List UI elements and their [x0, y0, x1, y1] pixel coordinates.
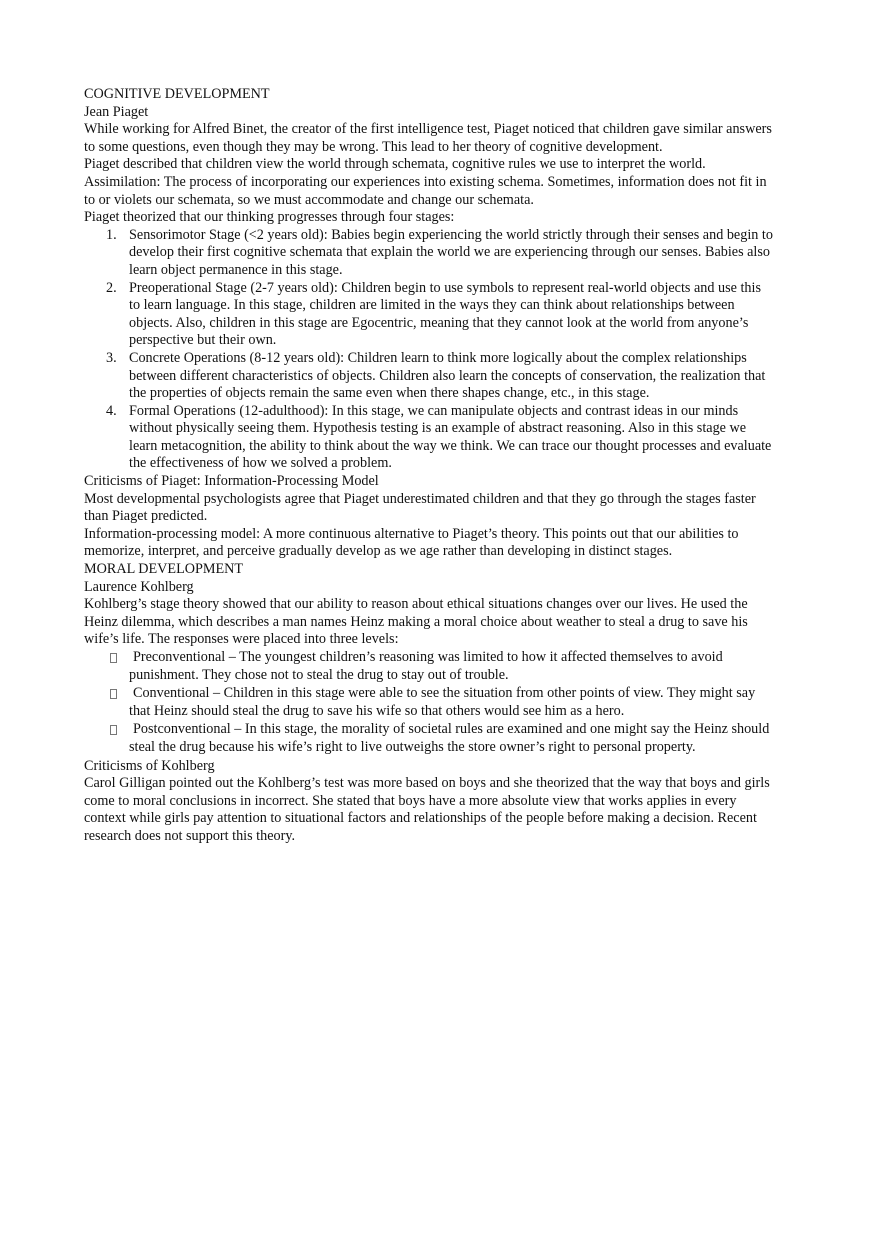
list-item-text: Formal Operations (12-adulthood): In this stage, we can manipulate objects and contrast ideas in our minds without physically seeing them. Hypothesis testing is an example of abstract reasoning. Also in this stage we learn metacognition, the ability to think about the way we think. We can trace our thought processes and evaluate the effectiveness of how we solved a problem. [129, 402, 772, 472]
paragraph: While working for Alfred Binet, the creator of the first intelligence test, Piaget noticed that children gave similar answers to some questions, even though they may be wrong. This lead to her theory of cognitive development. [84, 121, 772, 155]
paragraph: Kohlberg’s stage theory showed that our ability to reason about ethical situations changes over our lives. He used the Heinz dilemma, which describes a man names Heinz making a moral choice about weather to steal a drug to save his wife’s life. The responses were placed into three levels: [84, 596, 748, 648]
list-number: 1. [106, 226, 117, 243]
list-item [84, 350, 774, 403]
paragraph: Information-processing model: A more continuous alternative to Piaget’s theory. This points out that our abilities to memorize, interpret, and perceive gradually develop as we age rather than developing in distinct stages. [84, 525, 739, 560]
document-page [84, 86, 774, 846]
subheading-criticisms-piaget: Criticisms of Piaget: Information-Processing Model [84, 473, 379, 490]
list-item-text: Preconventional – The youngest children’s reasoning was limited to how it affected themselves to avoid punishment. They chose not to steal the drug to stay out of trouble. [129, 649, 723, 683]
list-item-text: Postconventional – In this stage, the morality of societal rules are examined and one might say the Heinz should steal the drug because his wife’s right to live outweighs the store owner’s right to personal property. [129, 721, 770, 755]
bullet-placeholder-icon [110, 725, 117, 735]
list-item-text: Preoperational Stage (2-7 years old): Children begin to use symbols to represent real-world objects and use this to learn language. In this stage, children are limited in the ways they can think about relationships between objects. Also, children in this stage are Egocentric, meaning that they cannot look at the world from anyone’s perspective but their own. [129, 279, 761, 349]
list-item-text: Sensorimotor Stage (<2 years old): Babies begin experiencing the world strictly through their senses and begin to develop their first cognitive schemata that explain the world we are experiencing through our senses. Babies also learn object permanence in this stage. [129, 226, 773, 278]
paragraph: Assimilation: The process of incorporating our experiences into existing schema. Sometimes, information does not fit in to or violets our schemata, so we must accommodate and change our schemata. [84, 173, 767, 208]
paragraph: Most developmental psychologists agree that Piaget underestimated children and that they go through the stages faster than Piaget predicted. [84, 490, 756, 525]
author-name-kohlberg: Laurence Kohlberg [84, 578, 194, 595]
list-item [84, 685, 774, 720]
list-number: 4. [106, 402, 117, 419]
bullet-placeholder-icon [110, 653, 117, 663]
paragraph: Carol Gilligan pointed out the Kohlberg’s test was more based on boys and she theorized that the way that boys and girls come to moral conclusions in incorrect. She stated that boys have a more absolute view that works applies in every context while girls pay attention to situational factors and relationships of the people before making a decision. Recent research does not support this theory. [84, 775, 770, 844]
paragraph: Piaget described that children view the world through schemata, cognitive rules we use to interpret the world. [84, 156, 706, 173]
author-name-piaget: Jean Piaget [84, 103, 149, 120]
list-number: 2. [106, 279, 117, 296]
list-item [84, 280, 774, 350]
section-heading-cognitive: COGNITIVE DEVELOPMENT [84, 86, 270, 102]
list-item [84, 227, 774, 280]
list-number: 3. [106, 349, 117, 366]
stages-list [84, 227, 774, 473]
paragraph: Piaget theorized that our thinking progresses through four stages: [84, 209, 455, 226]
section-heading-moral: MORAL DEVELOPMENT [84, 561, 244, 578]
list-item [84, 403, 774, 473]
bullet-placeholder-icon [110, 689, 117, 699]
list-item [84, 649, 774, 684]
list-item-text: Concrete Operations (8-12 years old): Children learn to think more logically about the complex relationships between different characteristics of objects. Children also learn the concepts of conservation, the realization that the properties of objects remain the same even when there shapes change, etc., in this stage. [129, 349, 766, 402]
list-item [84, 721, 774, 756]
subheading-criticisms-kohlberg: Criticisms of Kohlberg [84, 757, 215, 774]
list-item-text: Conventional – Children in this stage were able to see the situation from other points of view. They might say that Heinz should steal the drug to save his wife so that others would see him as a hero. [129, 685, 756, 719]
levels-list [84, 649, 774, 757]
